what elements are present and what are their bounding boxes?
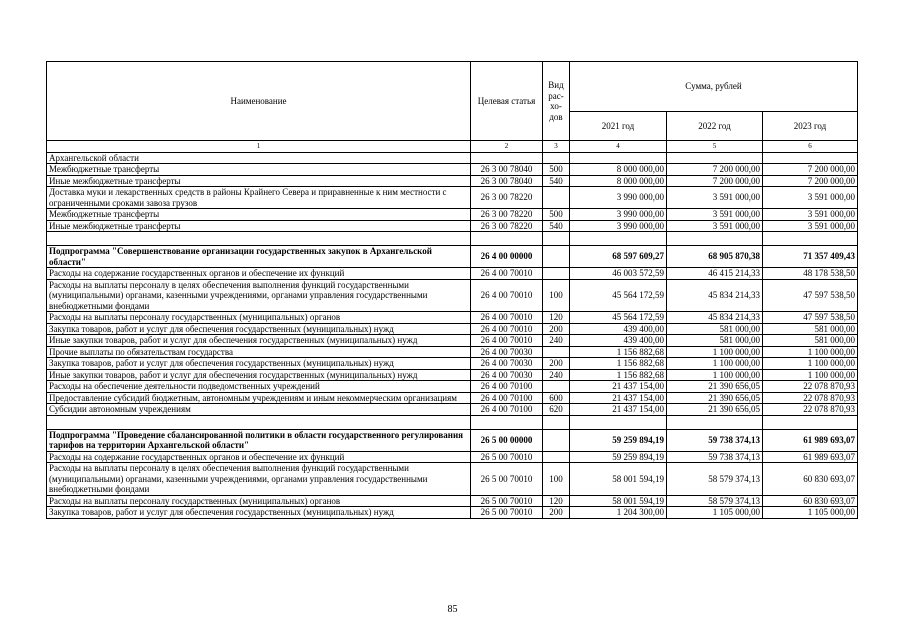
cell-amount-2021: 1 156 882,68 bbox=[570, 346, 667, 358]
cell-expense-type: 500 bbox=[543, 164, 570, 176]
cell-expense-type: 240 bbox=[543, 335, 570, 347]
cell-target-article: 26 4 00 70010 bbox=[471, 335, 543, 347]
cell-amount-2022: 46 415 214,33 bbox=[667, 268, 763, 280]
cell-amount-2022: 45 834 214,33 bbox=[667, 279, 763, 312]
cell-name: Расходы на содержание государственных органов и обеспечение их функций bbox=[47, 268, 471, 280]
table-row bbox=[47, 369, 858, 381]
table-row bbox=[47, 346, 858, 358]
cell-expense-type bbox=[543, 346, 570, 358]
cell-amount-2023 bbox=[763, 232, 858, 246]
cell-amount-2022: 581 000,00 bbox=[667, 335, 763, 347]
cell-expense-type bbox=[543, 429, 570, 451]
cell-amount-2023: 3 591 000,00 bbox=[763, 220, 858, 232]
subprogram-row bbox=[47, 246, 858, 268]
cell-amount-2023: 7 200 000,00 bbox=[763, 175, 858, 187]
cell-name: Подпрограмма "Совершенствование организации государственных закупок в Архангельской области" bbox=[47, 246, 471, 268]
cell-amount-2021: 58 001 594,19 bbox=[570, 495, 667, 507]
cell-amount-2023: 3 591 000,00 bbox=[763, 209, 858, 221]
table-row bbox=[47, 495, 858, 507]
cell-name: Расходы на выплаты персоналу государственных (муниципальных) органов bbox=[47, 312, 471, 324]
cell-expense-type bbox=[543, 246, 570, 268]
cell-target-article: 26 5 00 70010 bbox=[471, 495, 543, 507]
table-row bbox=[47, 312, 858, 324]
cell-target-article: 26 3 00 78220 bbox=[471, 209, 543, 221]
cell-amount-2022: 3 591 000,00 bbox=[667, 209, 763, 221]
table-row bbox=[47, 404, 858, 416]
cell-amount-2023: 61 989 693,07 bbox=[763, 429, 858, 451]
cell-amount-2022: 1 105 000,00 bbox=[667, 507, 763, 519]
subprogram-row bbox=[47, 429, 858, 451]
cell-amount-2021: 21 437 154,00 bbox=[570, 392, 667, 404]
table-row bbox=[47, 268, 858, 280]
cell-amount-2023: 3 591 000,00 bbox=[763, 187, 858, 209]
cell-amount-2021: 68 597 609,27 bbox=[570, 246, 667, 268]
cell-amount-2023: 60 830 693,07 bbox=[763, 495, 858, 507]
cell-expense-type: 200 bbox=[543, 323, 570, 335]
cell-amount-2022: 68 905 870,38 bbox=[667, 246, 763, 268]
cell-amount-2021: 8 000 000,00 bbox=[570, 175, 667, 187]
cell-amount-2021: 1 204 300,00 bbox=[570, 507, 667, 519]
table-row bbox=[47, 358, 858, 370]
cell-expense-type bbox=[543, 381, 570, 393]
cell-expense-type bbox=[543, 187, 570, 209]
cell-target-article: 26 4 00 70030 bbox=[471, 369, 543, 381]
cell-expense-type: 600 bbox=[543, 392, 570, 404]
cell-amount-2023: 1 100 000,00 bbox=[763, 358, 858, 370]
cell-amount-2023: 47 597 538,50 bbox=[763, 312, 858, 324]
header-year-2023: 2023 год bbox=[763, 112, 858, 141]
cell-name: Расходы на обеспечение деятельности подведомственных учреждений bbox=[47, 381, 471, 393]
cell-name: Расходы на выплаты персоналу в целях обеспечения выполнения функций государственными (муниципальными) органами, казенными учреждениями, органами управления государственными внебюджетными фондами bbox=[47, 463, 471, 496]
column-number: 2 bbox=[471, 141, 543, 153]
cell-name: Межбюджетные трансферты bbox=[47, 164, 471, 176]
cell-amount-2022: 7 200 000,00 bbox=[667, 175, 763, 187]
cell-target-article: 26 5 00 70010 bbox=[471, 451, 543, 463]
cell-amount-2022: 3 591 000,00 bbox=[667, 220, 763, 232]
cell-amount-2023: 47 597 538,50 bbox=[763, 279, 858, 312]
cell-expense-type bbox=[543, 451, 570, 463]
column-number: 3 bbox=[543, 141, 570, 153]
cell-amount-2021 bbox=[570, 415, 667, 429]
cell-amount-2021: 59 259 894,19 bbox=[570, 429, 667, 451]
cell-name: Закупка товаров, работ и услуг для обеспечения государственных (муниципальных) нужд bbox=[47, 323, 471, 335]
table-row bbox=[47, 451, 858, 463]
cell-amount-2022: 3 591 000,00 bbox=[667, 187, 763, 209]
table-row bbox=[47, 175, 858, 187]
header-sum: Сумма, рублей bbox=[570, 62, 858, 112]
cell-expense-type: 500 bbox=[543, 209, 570, 221]
cell-name: Межбюджетные трансферты bbox=[47, 209, 471, 221]
column-number: 4 bbox=[570, 141, 667, 153]
cell-expense-type: 240 bbox=[543, 369, 570, 381]
cell-expense-type: 100 bbox=[543, 279, 570, 312]
cell-amount-2023 bbox=[763, 152, 858, 164]
table-row bbox=[47, 220, 858, 232]
column-number-row bbox=[47, 141, 858, 153]
cell-expense-type: 540 bbox=[543, 175, 570, 187]
cell-amount-2022: 581 000,00 bbox=[667, 323, 763, 335]
cell-name: Иные межбюджетные трансферты bbox=[47, 175, 471, 187]
cell-amount-2023: 22 078 870,93 bbox=[763, 404, 858, 416]
cell-amount-2022: 1 100 000,00 bbox=[667, 358, 763, 370]
cell-amount-2022: 59 738 374,13 bbox=[667, 451, 763, 463]
cell-name: Расходы на содержание государственных органов и обеспечение их функций bbox=[47, 451, 471, 463]
cell-target-article: 26 3 00 78040 bbox=[471, 164, 543, 176]
cell-name: Доставка муки и лекарственных средств в районы Крайнего Севера и приравненные к ним местности с ограниченными сроками завоза грузов bbox=[47, 187, 471, 209]
cell-amount-2022 bbox=[667, 415, 763, 429]
cell-amount-2022: 1 100 000,00 bbox=[667, 369, 763, 381]
table-row bbox=[47, 335, 858, 347]
table-row bbox=[47, 209, 858, 221]
cell-amount-2021: 439 400,00 bbox=[570, 323, 667, 335]
cell-amount-2021: 3 990 000,00 bbox=[570, 187, 667, 209]
cell-name: Предоставление субсидий бюджетным, автономным учреждениям и иным некоммерческим организациям bbox=[47, 392, 471, 404]
cell-amount-2021: 21 437 154,00 bbox=[570, 381, 667, 393]
table-row bbox=[47, 463, 858, 496]
cell-target-article: 26 5 00 70010 bbox=[471, 507, 543, 519]
table-body bbox=[47, 152, 858, 518]
cell-target-article: 26 4 00 70010 bbox=[471, 268, 543, 280]
cell-amount-2022: 1 100 000,00 bbox=[667, 346, 763, 358]
cell-amount-2022: 59 738 374,13 bbox=[667, 429, 763, 451]
cell-amount-2021: 1 156 882,68 bbox=[570, 369, 667, 381]
cell-amount-2023: 581 000,00 bbox=[763, 323, 858, 335]
cell-amount-2022: 45 834 214,33 bbox=[667, 312, 763, 324]
cell-amount-2023: 48 178 538,50 bbox=[763, 268, 858, 280]
cell-amount-2023: 7 200 000,00 bbox=[763, 164, 858, 176]
cell-amount-2021: 45 564 172,59 bbox=[570, 279, 667, 312]
cell-amount-2022 bbox=[667, 152, 763, 164]
cell-expense-type bbox=[543, 232, 570, 246]
cell-name: Подпрограмма "Проведение сбалансированной политики в области государственного регулирования тарифов на территории Архангельской области" bbox=[47, 429, 471, 451]
cell-expense-type: 620 bbox=[543, 404, 570, 416]
cell-amount-2021: 8 000 000,00 bbox=[570, 164, 667, 176]
cell-expense-type bbox=[543, 268, 570, 280]
cell-expense-type: 200 bbox=[543, 507, 570, 519]
cell-name: Субсидии автономным учреждениям bbox=[47, 404, 471, 416]
cell-amount-2021 bbox=[570, 152, 667, 164]
cell-amount-2022: 21 390 656,05 bbox=[667, 381, 763, 393]
cell-amount-2022: 21 390 656,05 bbox=[667, 392, 763, 404]
cell-target-article: 26 4 00 70030 bbox=[471, 346, 543, 358]
header-year-2022: 2022 год bbox=[667, 112, 763, 141]
table-row bbox=[47, 187, 858, 209]
table-row bbox=[47, 392, 858, 404]
column-number: 1 bbox=[47, 141, 471, 153]
header-expense-type: Вид рас-хо-дов bbox=[543, 62, 570, 141]
cell-amount-2021: 46 003 572,59 bbox=[570, 268, 667, 280]
table-row bbox=[47, 381, 858, 393]
cell-amount-2023: 1 105 000,00 bbox=[763, 507, 858, 519]
cell-amount-2021: 45 564 172,59 bbox=[570, 312, 667, 324]
page-number: 85 bbox=[447, 604, 458, 615]
cell-target-article: 26 5 00 00000 bbox=[471, 429, 543, 451]
spacer-row bbox=[47, 415, 858, 429]
cell-name: Прочие выплаты по обязательствам государства bbox=[47, 346, 471, 358]
cell-expense-type: 100 bbox=[543, 463, 570, 496]
table-row bbox=[47, 323, 858, 335]
cell-expense-type: 540 bbox=[543, 220, 570, 232]
cell-expense-type bbox=[543, 152, 570, 164]
table-row bbox=[47, 152, 858, 164]
cell-target-article: 26 4 00 70010 bbox=[471, 312, 543, 324]
cell-name bbox=[47, 415, 471, 429]
cell-target-article: 26 3 00 78220 bbox=[471, 187, 543, 209]
cell-amount-2023: 22 078 870,93 bbox=[763, 381, 858, 393]
cell-amount-2022: 21 390 656,05 bbox=[667, 404, 763, 416]
cell-name: Закупка товаров, работ и услуг для обеспечения государственных (муниципальных) нужд bbox=[47, 507, 471, 519]
cell-amount-2022 bbox=[667, 232, 763, 246]
cell-target-article bbox=[471, 232, 543, 246]
cell-target-article: 26 4 00 70100 bbox=[471, 392, 543, 404]
cell-target-article: 26 4 00 00000 bbox=[471, 246, 543, 268]
cell-amount-2022: 58 579 374,13 bbox=[667, 463, 763, 496]
spacer-row bbox=[47, 232, 858, 246]
table-row bbox=[47, 164, 858, 176]
budget-table bbox=[46, 61, 858, 519]
cell-amount-2021: 59 259 894,19 bbox=[570, 451, 667, 463]
cell-amount-2021: 3 990 000,00 bbox=[570, 220, 667, 232]
cell-target-article: 26 4 00 70100 bbox=[471, 381, 543, 393]
cell-amount-2021: 3 990 000,00 bbox=[570, 209, 667, 221]
cell-name: Архангельской области bbox=[47, 152, 471, 164]
cell-target-article bbox=[471, 415, 543, 429]
header-name: Наименование bbox=[47, 62, 471, 141]
cell-expense-type: 200 bbox=[543, 358, 570, 370]
cell-target-article: 26 4 00 70010 bbox=[471, 279, 543, 312]
cell-name: Расходы на выплаты персоналу государственных (муниципальных) органов bbox=[47, 495, 471, 507]
cell-target-article bbox=[471, 152, 543, 164]
cell-target-article: 26 4 00 70030 bbox=[471, 358, 543, 370]
cell-target-article: 26 3 00 78040 bbox=[471, 175, 543, 187]
cell-amount-2022: 58 579 374,13 bbox=[667, 495, 763, 507]
column-number: 5 bbox=[667, 141, 763, 153]
cell-amount-2021: 1 156 882,68 bbox=[570, 358, 667, 370]
column-number: 6 bbox=[763, 141, 858, 153]
cell-name: Закупка товаров, работ и услуг для обеспечения государственных (муниципальных) нужд bbox=[47, 358, 471, 370]
cell-amount-2023 bbox=[763, 415, 858, 429]
table-row bbox=[47, 279, 858, 312]
cell-expense-type: 120 bbox=[543, 312, 570, 324]
cell-amount-2023: 60 830 693,07 bbox=[763, 463, 858, 496]
cell-amount-2023: 71 357 409,43 bbox=[763, 246, 858, 268]
cell-amount-2023: 581 000,00 bbox=[763, 335, 858, 347]
cell-name: Иные межбюджетные трансферты bbox=[47, 220, 471, 232]
cell-amount-2023: 1 100 000,00 bbox=[763, 346, 858, 358]
cell-name: Расходы на выплаты персоналу в целях обеспечения выполнения функций государственными (муниципальными) органами, казенными учреждениями, органами управления государственными внебюджетными фондами bbox=[47, 279, 471, 312]
cell-amount-2021: 21 437 154,00 bbox=[570, 404, 667, 416]
cell-name: Иные закупки товаров, работ и услуг для обеспечения государственных (муниципальных) нужд bbox=[47, 369, 471, 381]
cell-amount-2021 bbox=[570, 232, 667, 246]
cell-amount-2022: 7 200 000,00 bbox=[667, 164, 763, 176]
cell-target-article: 26 5 00 70010 bbox=[471, 463, 543, 496]
cell-target-article: 26 3 00 78220 bbox=[471, 220, 543, 232]
cell-amount-2023: 1 100 000,00 bbox=[763, 369, 858, 381]
cell-amount-2021: 58 001 594,19 bbox=[570, 463, 667, 496]
header-target-article: Целевая статья bbox=[471, 62, 543, 141]
header-year-2021: 2021 год bbox=[570, 112, 667, 141]
cell-name bbox=[47, 232, 471, 246]
cell-amount-2023: 61 989 693,07 bbox=[763, 451, 858, 463]
cell-name: Иные закупки товаров, работ и услуг для обеспечения государственных (муниципальных) нужд bbox=[47, 335, 471, 347]
cell-amount-2023: 22 078 870,93 bbox=[763, 392, 858, 404]
cell-target-article: 26 4 00 70010 bbox=[471, 323, 543, 335]
table-row bbox=[47, 507, 858, 519]
cell-expense-type: 120 bbox=[543, 495, 570, 507]
cell-amount-2021: 439 400,00 bbox=[570, 335, 667, 347]
cell-expense-type bbox=[543, 415, 570, 429]
cell-target-article: 26 4 00 70100 bbox=[471, 404, 543, 416]
